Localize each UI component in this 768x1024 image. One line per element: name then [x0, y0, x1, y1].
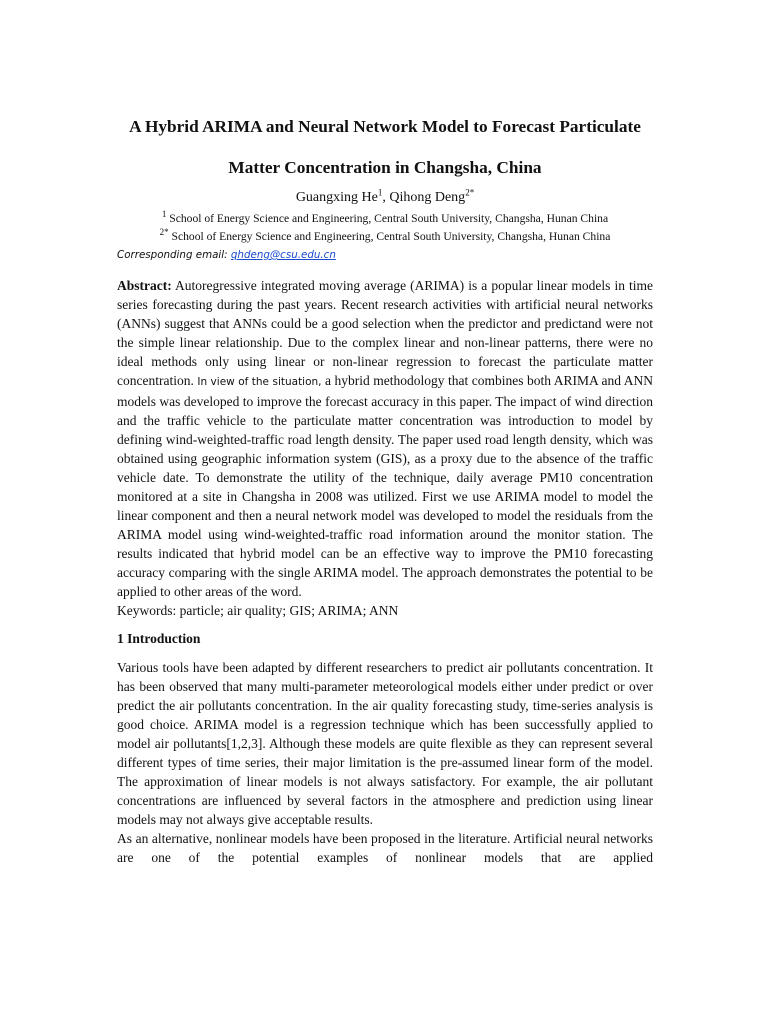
affiliation-superscript: 1 [161, 209, 167, 220]
author-name: Qihong Deng [389, 190, 466, 205]
email-link[interactable]: qhdeng@csu.edu.cn [230, 249, 336, 261]
abstract-paragraph [117, 276, 653, 601]
author-separator: , [382, 190, 390, 205]
author-name: Guangxing He [295, 190, 378, 205]
affiliation [117, 210, 653, 228]
author-superscript: 2* [465, 187, 475, 198]
title-line-1: A Hybrid ARIMA and Neural Network Model to Forecast Particulate [129, 117, 641, 136]
affiliation [117, 228, 653, 246]
author-list [117, 187, 653, 206]
paper-title [117, 108, 653, 186]
body-paragraph: As an alternative, nonlinear models have been proposed in the literature. Artificial neural networks are one of the potential examples of nonlinear models that are applied [117, 831, 653, 865]
section-heading: 1 Introduction [117, 631, 201, 646]
abstract-text: a hybrid methodology that combines both ARIMA and ANN models was developed to improve the forecast accuracy in this paper. The impact of wind direction and the traffic vehicle to the particulate matter concentration was introduction to model by defining wind-weighted-traffic road length density. The paper used road length density, which was obtained using geographic information system (GIS), as a proxy due to the absence of the traffic vehicle date. To demonstrate the utility of the technique, daily average PM10 concentration monitored at a site in Changsha in 2008 was utilized. First we use ARIMA model to model the linear component and then a neural network model was developed to model the residuals from the ARIMA model using wind-weighted-traffic road information around the monitor station. The results indicated that hybrid model can be an effective way to improve the PM10 forecasting accuracy comparing with the single ARIMA model. The approach demonstrates the potential to be applied to other areas of the word. [117, 373, 653, 599]
affiliation-text: School of Energy Science and Engineering, Central South University, Changsha, Hunan China [169, 212, 609, 225]
title-line-2: Matter Concentration in Changsha, China [228, 158, 542, 177]
email-label: Corresponding email: [117, 249, 231, 261]
affiliation-superscript: 2* [159, 227, 169, 238]
keywords-line: Keywords: particle; air quality; GIS; ARIMA; ANN [117, 603, 399, 618]
affiliation-text: School of Energy Science and Engineering, Central South University, Changsha, Hunan China [171, 230, 611, 243]
body-paragraph: Various tools have been adapted by different researchers to predict air pollutants concentration. It has been observed that many multi-parameter meteorological models either under predict or over predict the air pollutants concentration. In the air quality forecasting study, time-series analysis is good choice. ARIMA model is a regression technique which has been successfully applied to model air pollutants[1,2,3]. Although these models are quite flexible as they can represent several different types of time series, their major limitation is the pre-assumed linear form of the model. The approximation of linear models is not always satisfactory. For example, the air pollutant concentrations are influenced by several factors in the atmosphere and prediction using linear models may not always give acceptable results. [117, 660, 653, 827]
author-superscript: 1 [377, 187, 383, 198]
abstract-label: Abstract: [117, 278, 172, 293]
corresponding-email [117, 247, 653, 263]
abstract-text-inline: In view of the situation, [197, 376, 322, 388]
abstract-text: Autoregressive integrated moving average (ARIMA) is a popular linear models in time series forecasting during the past years. Recent research activities with artificial neural networks (ANNs) suggest that ANNs could be a good selection when the predictor and predictand were not the simple linear relationship. Due to the complex linear and non-linear patterns, there were no ideal methods only using linear or non-linear regression to forecast the particulate matter concentration. [117, 278, 653, 388]
